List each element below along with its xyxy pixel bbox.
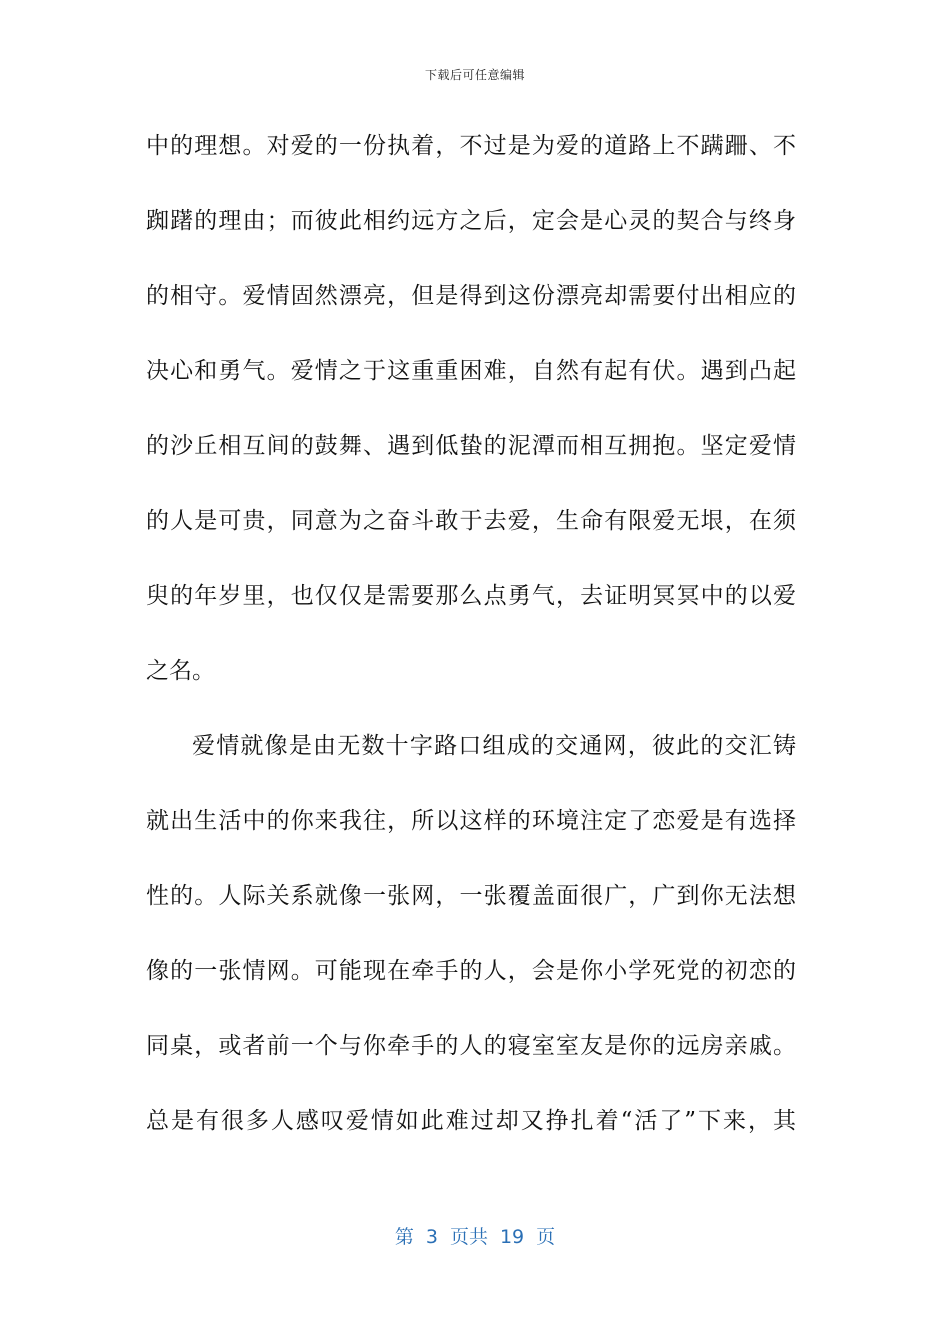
page-footer xyxy=(0,1222,950,1249)
text-line: 踟躇的理由；而彼此相约远方之后，定会是心灵的契合与终身 xyxy=(146,208,796,234)
text-line: 的人是可贵，同意为之奋斗敢于去爱，生命有限爱无垠，在须 xyxy=(146,508,796,534)
page-header: 下载后可任意编辑 xyxy=(424,68,525,82)
text-line: 性的。人际关系就像一张网，一张覆盖面很广，广到你无法想 xyxy=(146,883,796,909)
text-line: 臾的年岁里，也仅仅是需要那么点勇气，去证明冥冥中的以爱 xyxy=(146,583,796,609)
text-line: 的相守。爱情固然漂亮，但是得到这份漂亮却需要付出相应的 xyxy=(146,283,796,309)
page-label-suffix: 页 xyxy=(536,1226,556,1248)
text-line: 像的一张情网。可能现在牵手的人，会是你小学死党的初恋的 xyxy=(146,958,796,984)
page-label-middle: 页共 xyxy=(449,1226,488,1248)
text-line: 中的理想。对爱的一份执着，不过是为爱的道路上不蹒跚、不 xyxy=(146,133,796,159)
text-line: 总是有很多人感叹爱情如此难过却又挣扎着“活了”下来，其 xyxy=(146,1108,796,1134)
total-pages-number: 19 xyxy=(499,1226,525,1248)
text-line: 就出生活中的你来我往，所以这样的环境注定了恋爱是有选择 xyxy=(146,808,796,834)
document-body xyxy=(146,120,796,1170)
current-page-number: 3 xyxy=(425,1226,438,1248)
text-line: 决心和勇气。爱情之于这重重困难，自然有起有伏。遇到凸起 xyxy=(146,358,796,384)
text-line: 爱情就像是由无数十字路口组成的交通网，彼此的交汇铸 xyxy=(192,733,796,759)
paragraph-1 xyxy=(146,120,796,720)
paragraph-2 xyxy=(146,720,796,1170)
text-line: 的沙丘相互间的鼓舞、遇到低蛰的泥潭而相互拥抱。坚定爱情 xyxy=(146,433,796,459)
page-label-prefix: 第 xyxy=(394,1226,414,1248)
text-line: 同桌，或者前一个与你牵手的人的寝室室友是你的远房亲戚。 xyxy=(146,1033,796,1059)
text-line: 之名。 xyxy=(146,658,215,684)
